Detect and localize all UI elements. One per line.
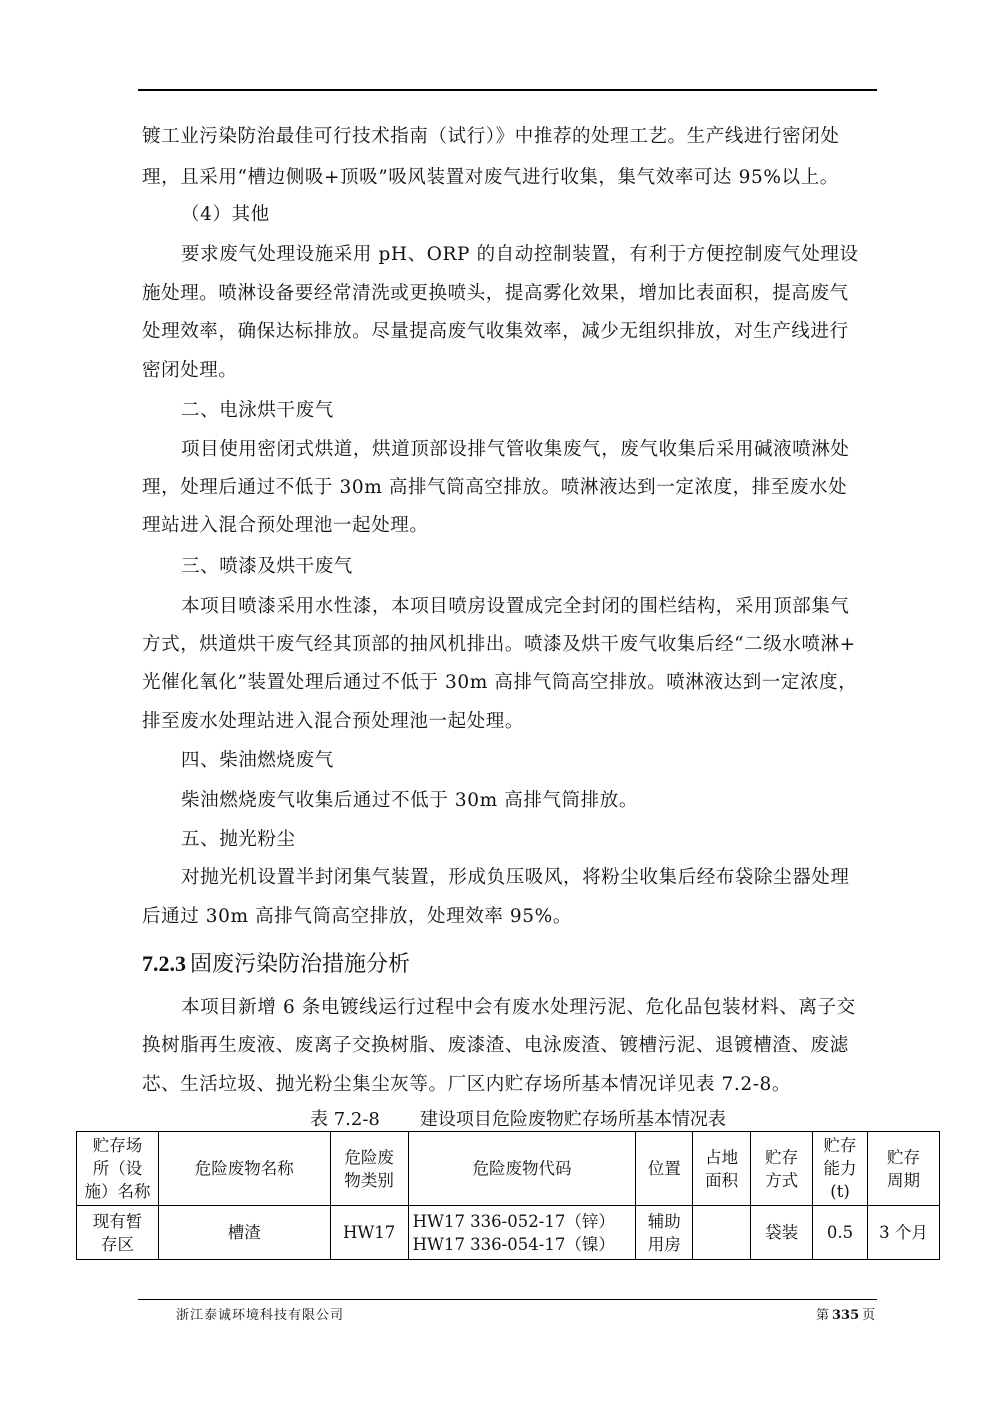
- footer-rule: [138, 1299, 877, 1300]
- table-caption-title: 建设项目危险废物贮存场所基本情况表: [419, 1109, 726, 1130]
- subheading-polishing: 五、抛光粉尘: [181, 829, 296, 850]
- body-line: 排至废水处理站进入混合预处理池一起处理。: [142, 711, 525, 732]
- cell-location: 辅助 用房: [636, 1206, 693, 1260]
- body-line: 处理效率，确保达标排放。尽量提高废气收集效率，减少无组织排放，对生产线进行: [142, 321, 849, 342]
- header-capacity: 贮存 能力 (t): [813, 1132, 868, 1206]
- body-line: 要求废气处理设施采用 pH、ORP 的自动控制装置，有利于方便控制废气处理设: [181, 244, 859, 265]
- header-method: 贮存 方式: [751, 1132, 813, 1206]
- header-site: 贮存场 所（设 施）名称: [77, 1132, 159, 1206]
- body-line: 理，且采用“槽边侧吸+顶吸”吸风装置对废气进行收集，集气效率可达 95%以上。: [142, 167, 839, 188]
- header-rule: [138, 89, 877, 91]
- subheading-other: （4）其他: [181, 204, 270, 225]
- body-line: 理，处理后通过不低于 30m 高排气筒高空排放。喷淋液达到一定浓度，排至废水处: [142, 477, 848, 498]
- footer-company: 浙江泰诚环境科技有限公司: [176, 1308, 345, 1323]
- table-row: [77, 1206, 940, 1260]
- header-area: 占地 面积: [693, 1132, 751, 1206]
- cell-site: 现有暂 存区: [77, 1206, 159, 1260]
- subheading-diesel: 四、柴油燃烧废气: [181, 750, 334, 771]
- header-period: 贮存 周期: [868, 1132, 940, 1206]
- cell-method: 袋装: [751, 1206, 813, 1260]
- table-header-row: [77, 1132, 940, 1206]
- page-number: 335: [832, 1308, 860, 1323]
- body-line: 后通过 30m 高排气筒高空排放，处理效率 95%。: [142, 906, 572, 927]
- body-line: 项目使用密闭式烘道，烘道顶部设排气管收集废气，废气收集后采用碱液喷淋处: [181, 439, 850, 460]
- header-waste-name: 危险废物名称: [158, 1132, 330, 1206]
- body-line: 对抛光机设置半封闭集气装置，形成负压吸风，将粉尘收集后经布袋除尘器处理: [181, 867, 850, 888]
- body-line: 方式，烘道烘干废气经其顶部的抽风机排出。喷漆及烘干废气收集后经“二级水喷淋+: [142, 634, 856, 655]
- section-title: 固废污染防治措施分析: [190, 952, 411, 977]
- body-line: 理站进入混合预处理池一起处理。: [142, 515, 429, 536]
- body-line: 本项目喷漆采用水性漆，本项目喷房设置成完全封闭的围栏结构，采用顶部集气: [181, 596, 850, 617]
- section-number: 7.2.3: [142, 951, 186, 976]
- header-code: 危险废物代码: [408, 1132, 636, 1206]
- waste-storage-table: [76, 1131, 940, 1260]
- cell-period: 3 个月: [868, 1206, 940, 1260]
- body-line: 密闭处理。: [142, 360, 238, 381]
- subheading-electrophoresis: 二、电泳烘干废气: [181, 400, 334, 421]
- footer-page: 第 335 页: [816, 1308, 876, 1323]
- cell-area: [693, 1206, 751, 1260]
- cell-code: HW17 336-052-17（锌） HW17 336-054-17（镍）: [408, 1206, 636, 1260]
- body-line: 换树脂再生废液、废离子交换树脂、废漆渣、电泳废渣、镀槽污泥、退镀槽渣、废滤: [142, 1035, 849, 1056]
- cell-capacity: 0.5: [813, 1206, 868, 1260]
- header-location: 位置: [636, 1132, 693, 1206]
- cell-waste-name: 槽渣: [158, 1206, 330, 1260]
- body-line: 镀工业污染防治最佳可行技术指南（试行）》中推荐的处理工艺。生产线进行密闭处: [142, 126, 840, 147]
- body-line: 柴油燃烧废气收集后通过不低于 30m 高排气筒排放。: [181, 790, 638, 811]
- body-line: 芯、生活垃圾、抛光粉尘集尘灰等。厂区内贮存场所基本情况详见表 7.2-8。: [142, 1074, 792, 1095]
- body-line: 光催化氧化”装置处理后通过不低于 30m 高排气筒高空排放。喷淋液达到一定浓度，: [142, 672, 858, 693]
- body-line: 施处理。喷淋设备要经常清洗或更换喷头，提高雾化效果，增加比表面积，提高废气: [142, 283, 849, 304]
- body-line: 本项目新增 6 条电镀线运行过程中会有废水处理污泥、危化品包装材料、离子交: [181, 997, 856, 1018]
- table-caption-number: 表 7.2-8: [310, 1109, 380, 1130]
- table-caption: [310, 1106, 726, 1134]
- section-heading: [142, 947, 410, 982]
- cell-category: HW17: [330, 1206, 408, 1260]
- header-category: 危险废 物类别: [330, 1132, 408, 1206]
- subheading-painting: 三、喷漆及烘干废气: [181, 556, 353, 577]
